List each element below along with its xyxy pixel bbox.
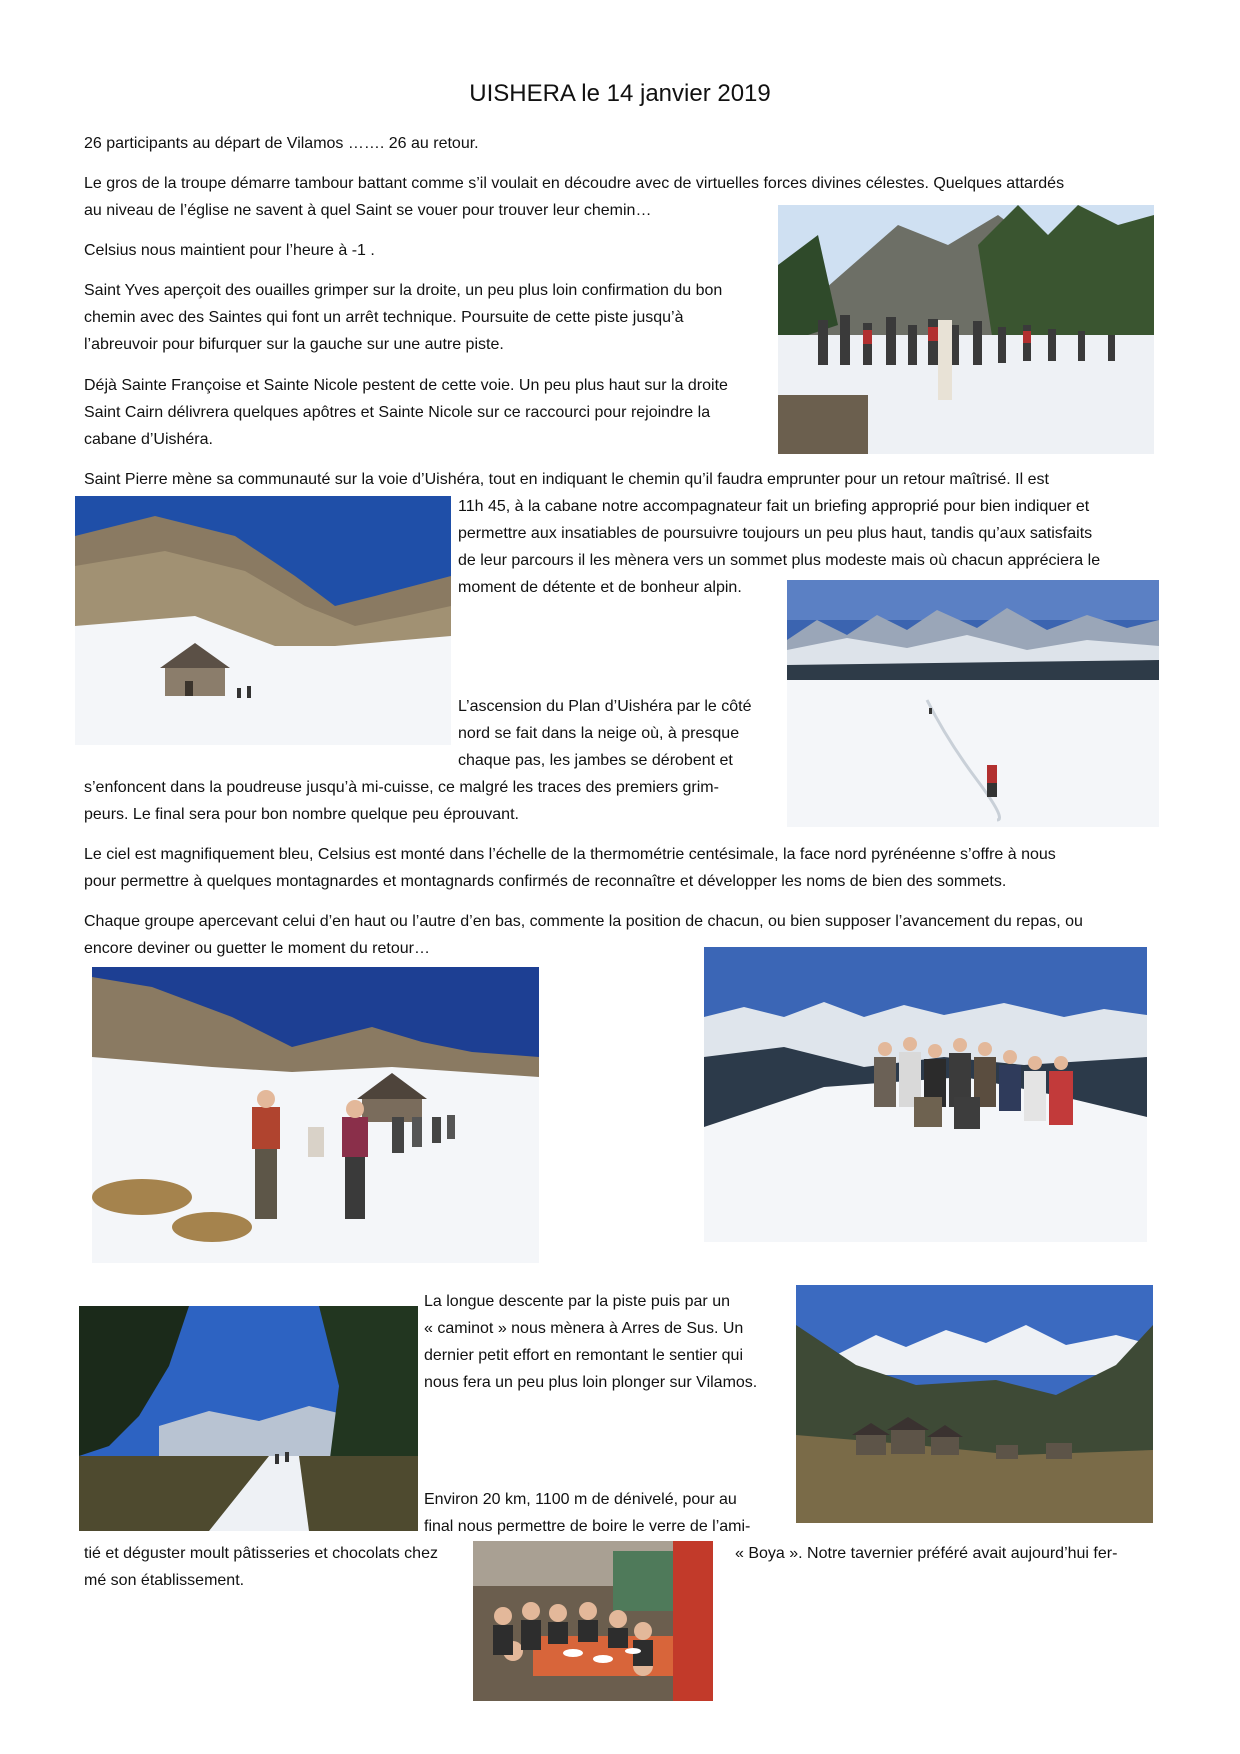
photo-forest-descent [79, 1306, 418, 1531]
paragraph-groupe-line2: encore deviner ou guetter le moment du retour… [84, 940, 430, 957]
paragraph-groupe-line1: Chaque groupe apercevant celui d’en haut ou l’autre d’en bas, commente la position de chacun, ou bien supposer l’avancement du repas, ou [84, 913, 1083, 930]
paragraph-environ-line3: tié et déguster moult pâtisseries et chocolats chez [84, 1545, 438, 1562]
paragraph-celsius: Celsius nous maintient pour l’heure à -1 . [84, 242, 375, 259]
paragraph-francoise-line1: Déjà Sainte Françoise et Sainte Nicole pestent de cette voie. Un peu plus haut sur la droite [84, 377, 728, 394]
paragraph-ascension-line1: L’ascension du Plan d’Uishéra par le côté [458, 698, 752, 715]
paragraph-environ-line1: Environ 20 km, 1100 m de dénivelé, pour au [424, 1491, 737, 1508]
paragraph-ascension-line2: nord se fait dans la neige où, à presque [458, 725, 740, 742]
photo-hikers-cabin-trail [92, 967, 539, 1263]
paragraph-ascension-line4: s’enfoncent dans la poudreuse jusqu’à mi-cuisse, ce malgré les traces des premiers grim- [84, 779, 719, 796]
photo-group-summit [704, 947, 1147, 1242]
paragraph-participants: 26 participants au départ de Vilamos ……. 26 au retour. [84, 135, 479, 152]
paragraph-descente-line2: « caminot » nous mènera à Arres de Sus. Un [424, 1320, 744, 1337]
paragraph-troupe-line2: au niveau de l’église ne savent à quel Saint se vouer pour trouver leur chemin… [84, 202, 652, 219]
paragraph-environ-line5: mé son établissement. [84, 1572, 245, 1589]
paragraph-descente-line3: dernier petit effort en remontant le sentier qui [424, 1347, 743, 1364]
paragraph-descente-line1: La longue descente par la piste puis par un [424, 1293, 730, 1310]
paragraph-pierre-line1: Saint Pierre mène sa communauté sur la voie d’Uishéra, tout en indiquant le chemin qu’il faudra emprunter pour un retour maîtrisé. Il est [84, 471, 1049, 488]
photo-arres-de-sus [796, 1285, 1153, 1523]
paragraph-ascension-line5: peurs. Le final sera pour bon nombre quelque peu éprouvant. [84, 806, 519, 823]
paragraph-pierre-line2: 11h 45, à la cabane notre accompagnateur fait un briefing approprié pour bien indiquer et [458, 498, 1090, 515]
paragraph-ciel-line2: pour permettre à quelques montagnardes et montagnards confirmés de reconnaître et développer les noms de bien des sommets. [84, 873, 1007, 890]
paragraph-saint-yves-line1: Saint Yves aperçoit des ouailles grimper sur la droite, un peu plus loin confirmation du bon [84, 282, 723, 299]
page-title: UISHERA le 14 janvier 2019 [469, 80, 771, 107]
photo-cabin-valley [75, 496, 451, 745]
paragraph-environ-line2: final nous permettre de boire le verre de l’ami- [424, 1518, 751, 1535]
paragraph-ascension-line3: chaque pas, les jambes se dérobent et [458, 752, 733, 769]
paragraph-saint-yves-line2: chemin avec des Saintes qui font un arrêt technique. Poursuite de cette piste jusqu’à [84, 309, 684, 326]
photo-snowfield-hiker [787, 580, 1159, 827]
paragraph-francoise-line2: Saint Cairn délivrera quelques apôtres et Sainte Nicole sur ce raccourci pour rejoindre la [84, 404, 711, 421]
paragraph-ciel-line1: Le ciel est magnifiquement bleu, Celsius est monté dans l’échelle de la thermométrie centésimale, la face nord pyrénéenne s’offre à nous [84, 846, 1056, 863]
paragraph-francoise-line3: cabane d’Uishéra. [84, 431, 213, 448]
paragraph-descente-line4: nous fera un peu plus loin plonger sur Vilamos. [424, 1374, 758, 1391]
paragraph-pierre-line4: de leur parcours il les mènera vers un sommet plus modeste mais où chacun appréciera le [458, 552, 1101, 569]
paragraph-environ-line4: « Boya ». Notre tavernier préféré avait aujourd’hui fer- [735, 1545, 1118, 1562]
paragraph-troupe-line1: Le gros de la troupe démarre tambour battant comme s’il voulait en découdre avec de virtuelles forces divines célestes. Quelques attardés [84, 175, 1065, 192]
photo-cafe-boya [473, 1541, 713, 1701]
photo-group-forest-trail [778, 205, 1154, 454]
paragraph-pierre-line5: moment de détente et de bonheur alpin. [458, 579, 742, 596]
paragraph-saint-yves-line3: l’abreuvoir pour bifurquer sur la gauche sur une autre piste. [84, 336, 504, 353]
paragraph-pierre-line3: permettre aux insatiables de poursuivre toujours un peu plus haut, tandis qu’aux satisfaits [458, 525, 1093, 542]
